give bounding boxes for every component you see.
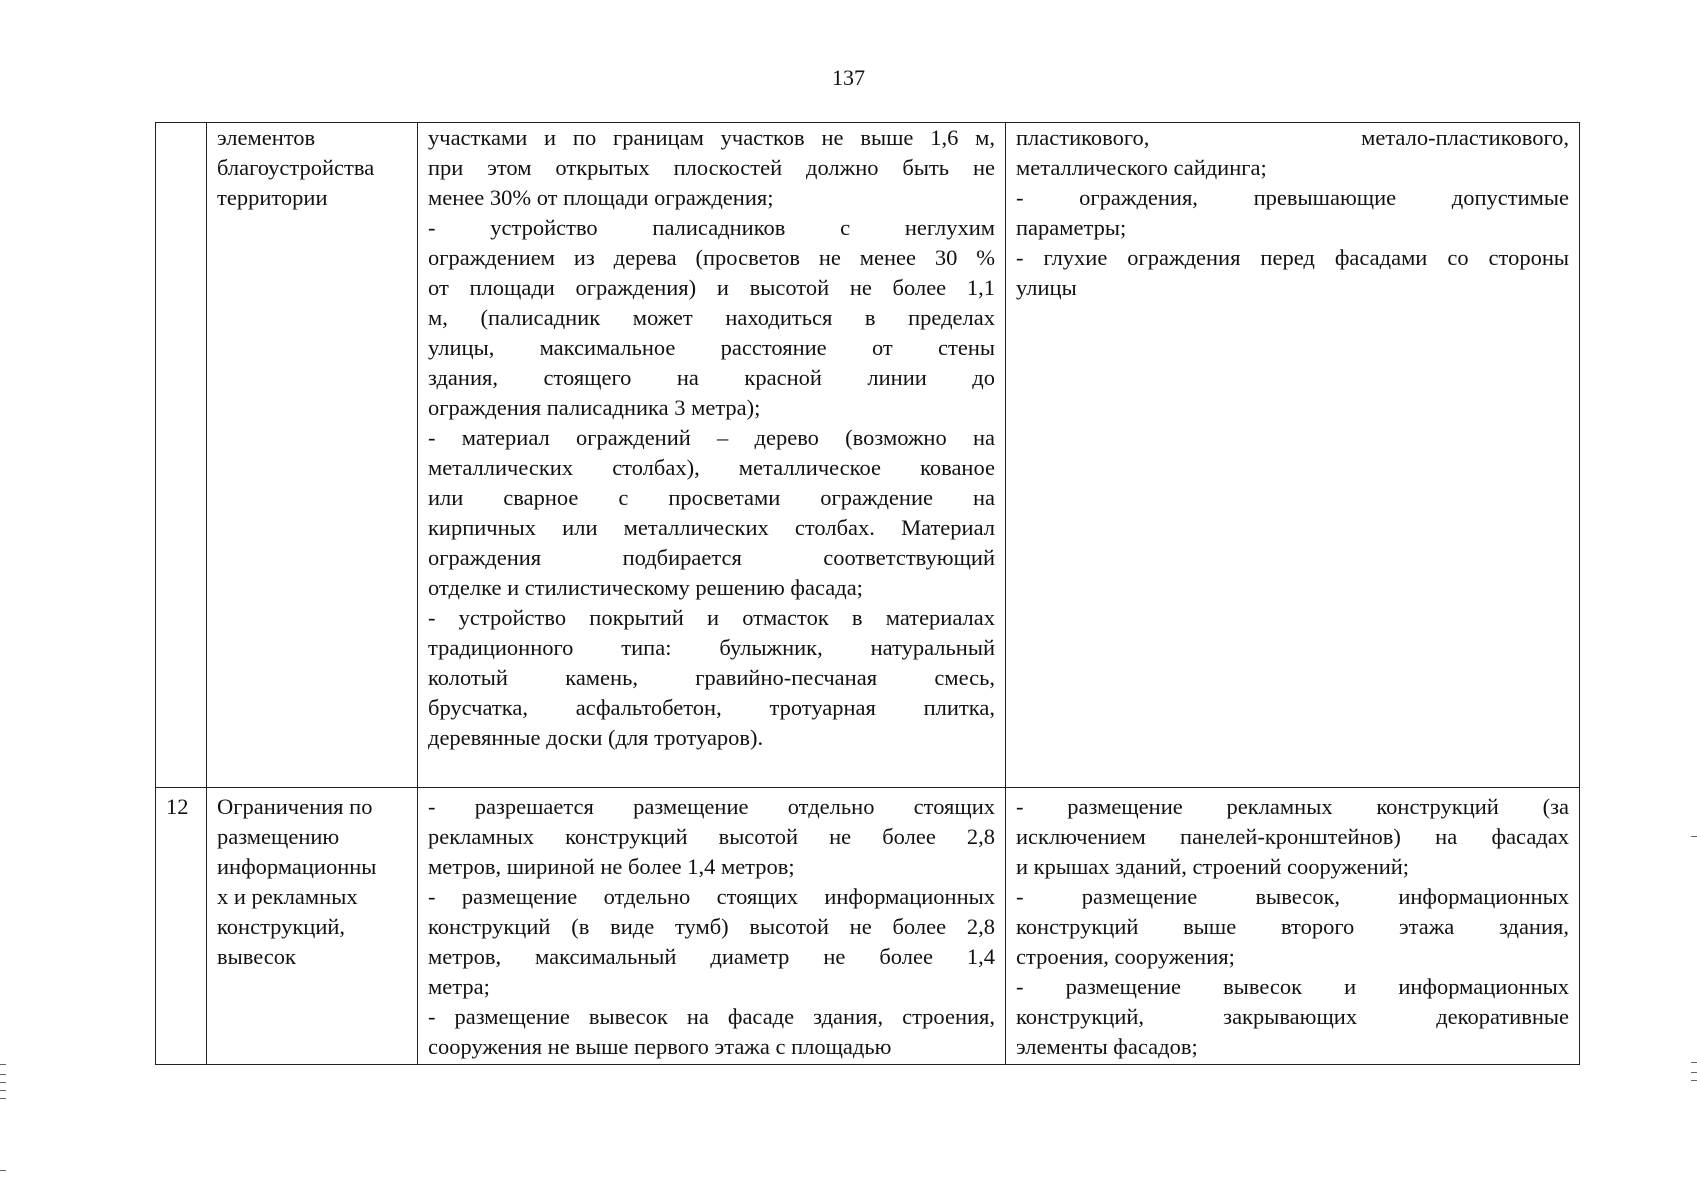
text-line: м, (палисадник может находиться в пределах [428,305,995,330]
text-line: улицы [1016,275,1077,300]
text-line: строения, сооружения; [1016,944,1235,969]
text-line: при этом открытых плоскостей должно быть не [428,155,995,180]
scan-mark [0,1082,6,1083]
text-line: метра; [428,974,490,999]
text-line: - устройство покрытий и отмасток в материалах [428,605,995,630]
table-row [156,788,1580,1065]
text-line: размещению [217,824,340,849]
text-line: - устройство палисадников с неглухим [428,215,995,240]
text-line: Ограничения по [217,794,373,819]
text-line: параметры; [1016,215,1127,240]
text-line: - ограждения, превышающие допустимые [1016,185,1569,210]
text-line: ограждением из дерева (просветов не менее 30 % [428,245,995,270]
text-line: металлического сайдинга; [1016,155,1267,180]
allowed-cell [418,123,1006,788]
scan-mark [1691,1062,1697,1063]
table-row [156,123,1580,788]
text-line: - разрешается размещение отдельно стоящих [428,794,995,819]
text-line: конструкций (в виде тумб) высотой не более 2,8 [428,914,995,939]
scan-mark [0,1170,6,1171]
text-line: метров, шириной не более 1,4 метров; [428,854,795,879]
text-line: сооружения не выше первого этажа с площадью [428,1034,892,1059]
prohibited-cell [1006,123,1580,788]
scan-mark [0,1064,6,1065]
scan-mark [1691,836,1697,837]
text-line: - размещение рекламных конструкций (за [1016,794,1569,819]
text-line: от площади ограждения) и высотой не более 1,1 [428,275,995,300]
page-number: 137 [832,65,865,90]
restriction-name-cell [207,788,418,1065]
text-line: - размещение вывесок на фасаде здания, строения, [428,1004,995,1029]
prohibited-cell [1006,788,1580,1065]
allowed-cell [418,788,1006,1065]
text-line: менее 30% от площади ограждения; [428,185,774,210]
scan-mark [0,1090,6,1091]
text-line: метров, максимальный диаметр не более 1,4 [428,944,995,969]
text-line: рекламных конструкций высотой не более 2,8 [428,824,995,849]
text-line: конструкций выше второго этажа здания, [1016,914,1569,939]
row-number-cell: 12 [156,788,207,1065]
text-line: вывесок [217,944,296,969]
scan-mark [0,1098,6,1099]
text-line: - размещение вывесок, информационных [1016,884,1569,909]
text-line: - размещение отдельно стоящих информационных [428,884,995,909]
text-line: улицы, максимальное расстояние от стены [428,335,995,360]
text-line: конструкций, закрывающих декоративные [1016,1004,1569,1029]
text-line: пластикового, метало-пластикового, [1016,125,1569,150]
text-line: и крышах зданий, строений сооружений; [1016,854,1410,879]
row-number-cell [156,123,207,788]
restriction-name-cell [207,123,418,788]
text-line: элементов [217,125,316,150]
text-line: - размещение вывесок и информационных [1016,974,1569,999]
text-line: деревянные доски (для тротуаров). [428,725,764,750]
scan-mark [0,1074,6,1075]
text-line: ограждения палисадника 3 метра); [428,395,761,420]
text-line: колотый камень, гравийно-песчаная смесь, [428,665,995,690]
text-line: территории [217,185,328,210]
text-line: отделке и стилистическому решению фасада; [428,575,863,600]
text-line: х и рекламных [217,884,358,909]
scan-mark [1691,1080,1697,1081]
text-line: - материал ограждений – дерево (возможно на [428,425,995,450]
text-line: здания, стоящего на красной линии до [428,365,995,390]
text-line: металлических столбах), металлическое кованое [428,455,995,480]
text-line: или сварное с просветами ограждение на [428,485,995,510]
text-line: конструкций, [217,914,346,939]
text-line: благоустройства [217,155,375,180]
text-line: элементы фасадов; [1016,1034,1198,1059]
text-line: информационны [217,854,377,879]
text-line: - глухие ограждения перед фасадами со стороны [1016,245,1569,270]
regulations-table [155,122,1580,1065]
text-line: традиционного типа: булыжник, натуральный [428,635,995,660]
text-line: брусчатка, асфальтобетон, тротуарная плитка, [428,695,995,720]
text-line: участками и по границам участков не выше 1,6 м, [428,125,995,150]
text-line: ограждения подбирается соответствующий [428,545,995,570]
text-line: исключением панелей-кронштейнов) на фасадах [1016,824,1569,849]
text-line: кирпичных или металлических столбах. Материал [428,515,995,540]
scan-mark [1691,1072,1697,1073]
